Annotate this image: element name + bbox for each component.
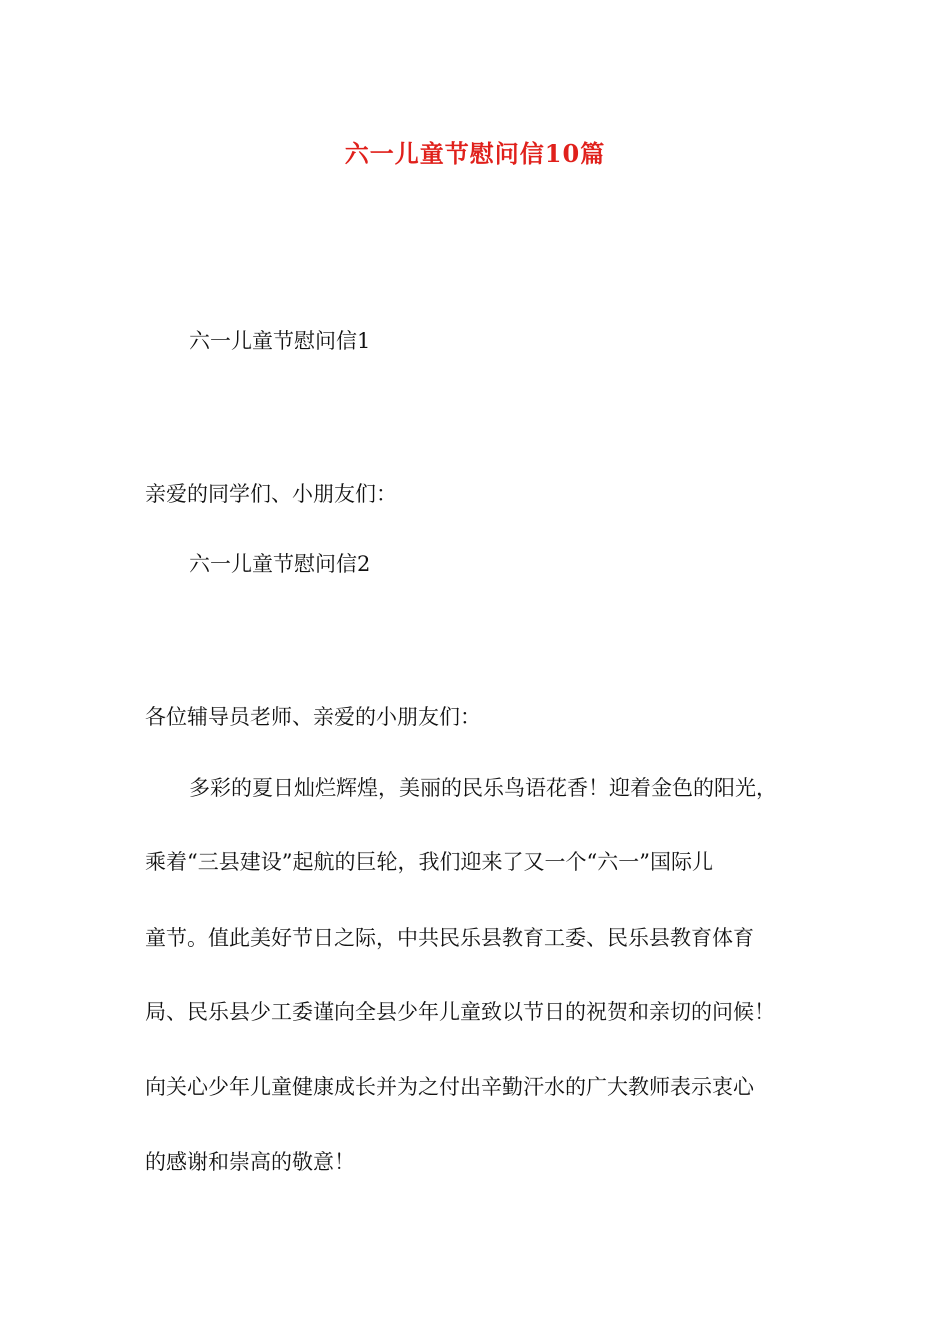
paragraph-line-3: 童节。值此美好节日之际，中共民乐县教育工委、民乐县教育体育 (145, 926, 754, 950)
paragraph-line-4: 局、民乐县少工委谨向全县少年儿童致以节日的祝贺和亲切的问候！ (145, 1000, 775, 1024)
paragraph-line-1: 多彩的夏日灿烂辉煌，美丽的民乐鸟语花香！迎着金色的阳光， (189, 776, 777, 800)
paragraph-line-5: 向关心少年儿童健康成长并为之付出辛勤汗水的广大教师表示衷心 (145, 1075, 754, 1099)
document-title: 六一儿童节慰问信10篇 (344, 139, 606, 168)
greeting-1: 亲爱的同学们、小朋友们： (145, 482, 397, 506)
section-heading-2: 六一儿童节慰问信2 (189, 552, 371, 576)
paragraph-line-6: 的感谢和崇高的敬意！ (145, 1150, 355, 1174)
section-heading-1: 六一儿童节慰问信1 (189, 329, 371, 353)
paragraph-line-2: 乘着“三县建设”起航的巨轮，我们迎来了又一个“六一”国际儿 (145, 850, 713, 874)
greeting-2: 各位辅导员老师、亲爱的小朋友们： (145, 705, 481, 729)
